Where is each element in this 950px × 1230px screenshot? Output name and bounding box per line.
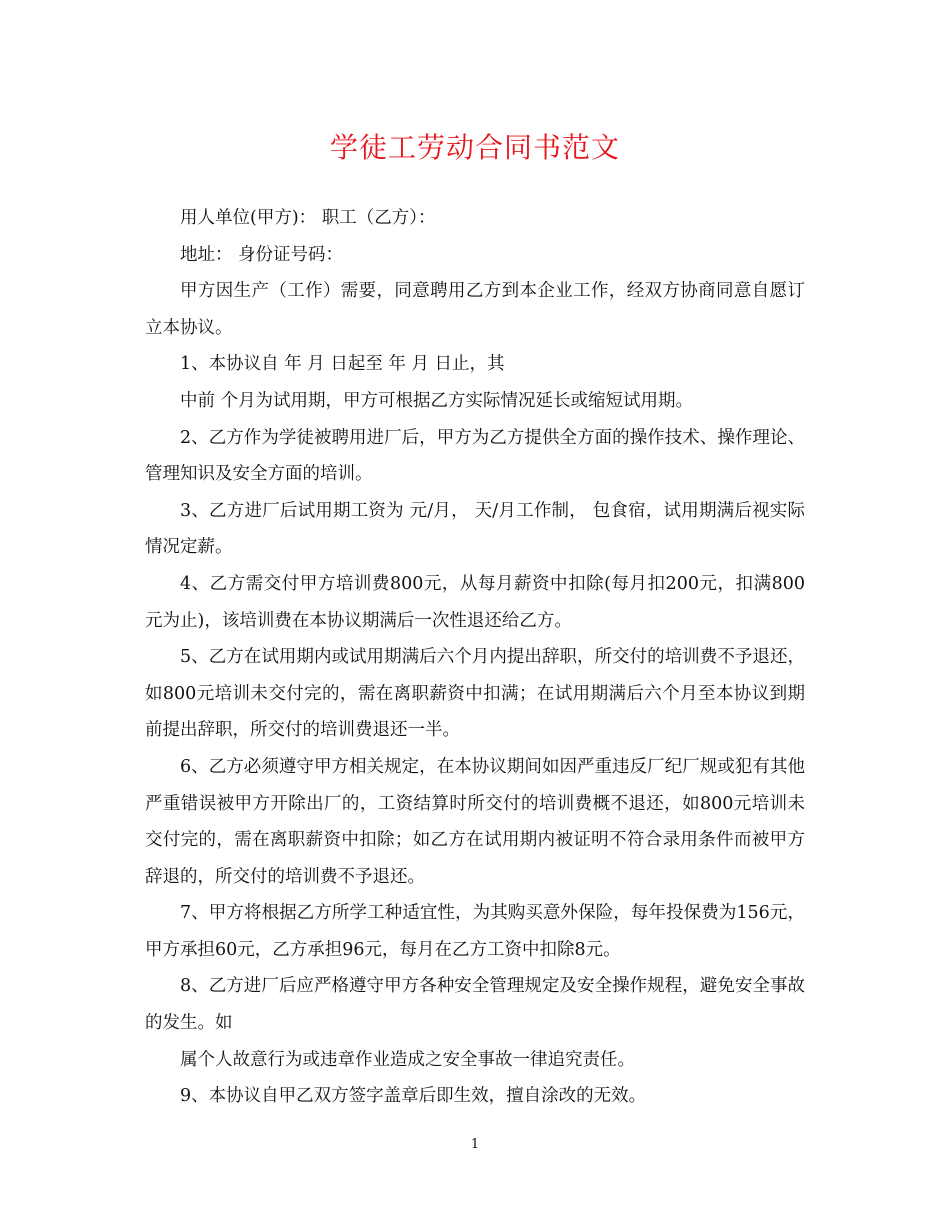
clause-5: 5、乙方在试用期内或试用期满后六个月内提出辞职，所交付的培训费不予退还，如800元培训未交付完的，需在离职薪资中扣满；在试用期满后六个月至本协议到期前提出辞职，所交付的培训费退还一半。 bbox=[145, 647, 805, 741]
clause-8: 8、乙方进厂后应严格遵守甲方各种安全管理规定及安全操作规程，避免安全事故的发生。如 bbox=[145, 976, 805, 1034]
clause-9: 9、本协议自甲乙双方签字盖章后即生效，擅自涂改的无效。 bbox=[180, 1086, 647, 1107]
document-title: 学徒工劳动合同书范文 bbox=[329, 131, 620, 164]
clause-2: 2、乙方作为学徒被聘用进厂后，甲方为乙方提供全方面的操作技术、操作理论、管理知识及安全方面的培训。 bbox=[145, 427, 805, 485]
clause-3: 3、乙方进厂后试用期工资为 元/月， 天/月工作制， 包食宿，试用期满后视实际情况定薪。 bbox=[145, 500, 805, 558]
address-line: 地址： 身份证号码： bbox=[180, 244, 344, 265]
clause-1: 1、本协议自 年 月 日起至 年 月 日止，其 bbox=[180, 354, 505, 375]
intro-paragraph: 甲方因生产（工作）需要，同意聘用乙方到本企业工作，经双方协商同意自愿订立本协议。 bbox=[145, 281, 805, 338]
party-info-line: 用人单位(甲方)： 职工（乙方）： bbox=[180, 208, 436, 228]
clause-1-continued: 中前 个月为试用期，甲方可根据乙方实际情况延长或缩短试用期。 bbox=[180, 390, 694, 411]
clause-6: 6、乙方必须遵守甲方相关规定，在本协议期间如因严重违反厂纪厂规或犯有其他严重错误被甲方开除出厂的，工资结算时所交付的培训费概不退还，如800元培训未交付完的，需在离职薪资中扣除；如乙方在试用期内被证明不符合录用条件而被甲方辞退的，所交付的培训费不予退还。 bbox=[145, 756, 805, 887]
clause-4: 4、乙方需交付甲方培训费800元，从每月薪资中扣除(每月扣200元，扣满800元为止)，该培训费在本协议期满后一次性退还给乙方。 bbox=[145, 573, 805, 631]
clause-7: 7、甲方将根据乙方所学工种适宜性，为其购买意外保险，每年投保费为156元，甲方承担60元，乙方承担96元，每月在乙方工资中扣除8元。 bbox=[145, 903, 805, 960]
clause-8-continued: 属个人故意行为或违章作业造成之安全事故一律追究责任。 bbox=[180, 1049, 635, 1070]
page-number: 1 bbox=[470, 1137, 480, 1152]
document-body bbox=[145, 200, 805, 1115]
